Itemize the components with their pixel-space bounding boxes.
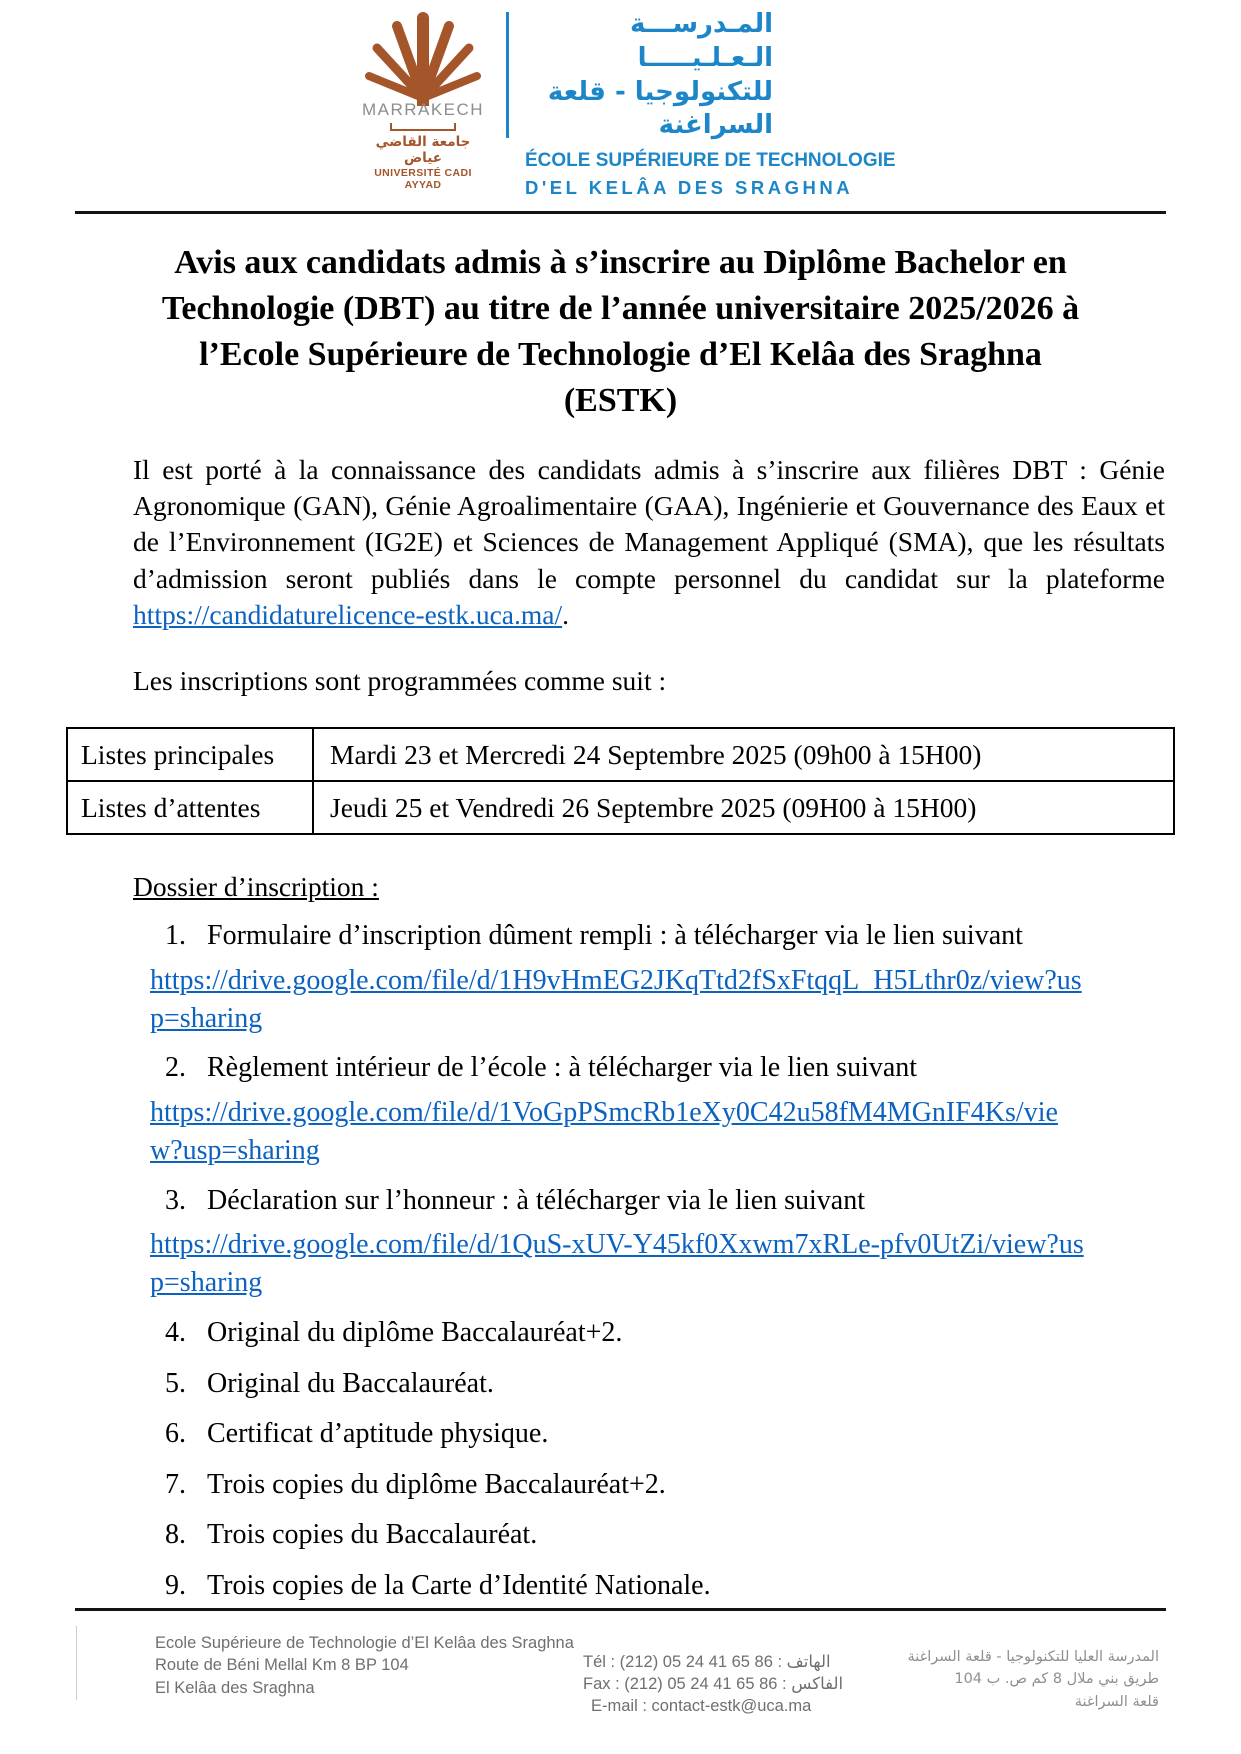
schedule-row-dates: Jeudi 25 et Vendredi 26 Septembre 2025 (09H00 à 15H00): [313, 781, 1174, 834]
table-row: [67, 728, 1174, 781]
download-link-reglement[interactable]: https://drive.google.com/file/d/1VoGpPSmcRb1eXy0C42u58fM4MGnIF4Ks/view?usp=sharing: [150, 1097, 1058, 1166]
footer-address: [155, 1632, 574, 1699]
list-item-text: Original du Baccalauréat.: [207, 1367, 494, 1399]
list-item-text: Trois copies du Baccalauréat.: [207, 1519, 538, 1551]
school-name-block: [525, 8, 896, 199]
list-item-text: Trois copies du diplôme Baccalauréat+2.: [207, 1468, 666, 1500]
footer-contact: [583, 1652, 843, 1717]
school-name-french-line2: D'EL KELÂA DES SRAGHNA: [525, 177, 854, 199]
footer-divider: [76, 1626, 77, 1700]
list-item: [150, 1182, 1241, 1221]
notice-title: Avis aux candidats admis à s’inscrire au Diplôme Bachelor en Technologie (DBT) au titre de l’année universitaire 2025/2026 à l’Ecole Supérieure de Technologie d’El Kelâa des Sraghna (ESTK): [161, 244, 1080, 419]
footer-address-arabic-line: طريق بني ملال 8 كم ص. ب 104: [954, 1671, 1159, 1688]
list-item-text: Certificat d’aptitude physique.: [207, 1418, 549, 1450]
list-item: [150, 1415, 1241, 1454]
intro-paragraph: [133, 452, 1165, 633]
footer-address-arabic-line: قلعة السراغنة: [1074, 1693, 1159, 1710]
palm-tree-icon: [364, 8, 482, 106]
list-item-text: Règlement intérieur de l’école : à télécharger via le lien suivant: [207, 1052, 918, 1084]
list-item-number: 4.: [165, 1316, 186, 1348]
download-link-declaration[interactable]: https://drive.google.com/file/d/1QuS-xUV-Y45kf0Xxwm7xRLe-pfv0UtZi/view?usp=sharing: [150, 1229, 1084, 1299]
logo-city-label: MARRAKECH: [361, 100, 485, 119]
list-item-number: 3.: [165, 1184, 186, 1216]
platform-link[interactable]: https://candidaturelicence-estk.uca.ma/: [133, 598, 563, 630]
intro-text-end: .: [562, 598, 569, 630]
school-name-arabic-line1: المـدرســـة الـعـلـيـــــا: [630, 9, 773, 73]
university-name-french: UNIVERSITÉ CADI AYYAD: [374, 167, 472, 191]
list-item: [150, 1314, 1241, 1353]
registration-schedule-table: [66, 727, 1175, 835]
list-item: [150, 1516, 1241, 1555]
list-item-number: 2.: [165, 1052, 186, 1084]
schedule-row-dates: Mardi 23 et Mercredi 24 Septembre 2025 (09h00 à 15H00): [313, 728, 1174, 781]
dossier-heading: Dossier d’inscription :: [133, 871, 379, 903]
footer-address-line: Ecole Supérieure de Technologie d’El Kelâa des Sraghna: [155, 1634, 574, 1652]
logo-divider: [506, 12, 509, 138]
letterhead: [0, 0, 1241, 199]
footer-rule: [75, 1608, 1166, 1611]
list-item-number: 5.: [165, 1367, 186, 1399]
footer-address-line: El Kelâa des Sraghna: [155, 1678, 315, 1697]
list-item-number: 1.: [165, 920, 186, 952]
table-row: [67, 781, 1174, 834]
list-item-number: 9.: [165, 1570, 186, 1602]
list-item: [150, 1567, 1241, 1606]
university-logo: [356, 8, 490, 191]
schedule-row-label: Listes d’attentes: [67, 781, 313, 834]
university-name-arabic: جامعة القاضي عياض: [375, 134, 471, 166]
list-item: [150, 1365, 1241, 1404]
list-item-number: 8.: [165, 1519, 186, 1551]
list-item-number: 7.: [165, 1468, 186, 1500]
footer-phone: Tél : (212) 05 24 41 65 86 : الهاتف: [583, 1653, 831, 1671]
download-link-formulaire[interactable]: https://drive.google.com/file/d/1H9vHmEG2JKqTtd2fSxFtqqL_H5Lthr0z/view?usp=sharing: [150, 964, 1082, 1034]
list-item: [150, 917, 1241, 956]
list-item-number: 6.: [165, 1418, 186, 1450]
footer-address-arabic: [908, 1646, 1159, 1713]
footer-address-line: Route de Béni Mellal Km 8 BP 104: [155, 1656, 409, 1675]
list-item-text: Trois copies de la Carte d’Identité Nationale.: [207, 1570, 711, 1602]
footer-fax: Fax : (212) 05 24 41 65 86 : الفاكس: [583, 1674, 844, 1693]
logo-bracket-decoration: [390, 123, 456, 131]
schedule-row-label: Listes principales: [67, 728, 313, 781]
list-item-text: Original du diplôme Baccalauréat+2.: [207, 1316, 623, 1348]
dossier-list: [150, 917, 1241, 1605]
list-item: [150, 1466, 1241, 1505]
list-item: [150, 1049, 1241, 1088]
list-item-text: Formulaire d’inscription dûment rempli : à télécharger via le lien suivant: [207, 920, 1023, 952]
header-rule: [75, 211, 1166, 214]
intro-text: Il est porté à la connaissance des candidats admis à s’inscrire aux filières DBT : Génie Agronomique (GAN), Génie Agroalimentaire (GAA), Ingénierie et Gouvernance des Eaux et de l’Environnement (IG2E) et Sciences de Management Appliqué (SMA), que les résultats d’admission seront publiés dans le compte personnel du candidat sur la plateforme: [133, 453, 1165, 594]
footer-email: E-mail : contact-estk@uca.ma: [591, 1696, 812, 1715]
footer-address-arabic-line: المدرسة العليا للتكنولوجيا - قلعة السراغنة: [907, 1649, 1159, 1665]
schedule-intro: Les inscriptions sont programmées comme suit :: [133, 665, 667, 697]
list-item-text: Déclaration sur l’honneur : à télécharger via le lien suivant: [207, 1184, 865, 1216]
school-name-french-line1: ÉCOLE SUPÉRIEURE DE TECHNOLOGIE: [525, 150, 896, 172]
school-name-arabic-line2: للتكنولوجيا - قلعة السراغنة: [547, 76, 773, 141]
